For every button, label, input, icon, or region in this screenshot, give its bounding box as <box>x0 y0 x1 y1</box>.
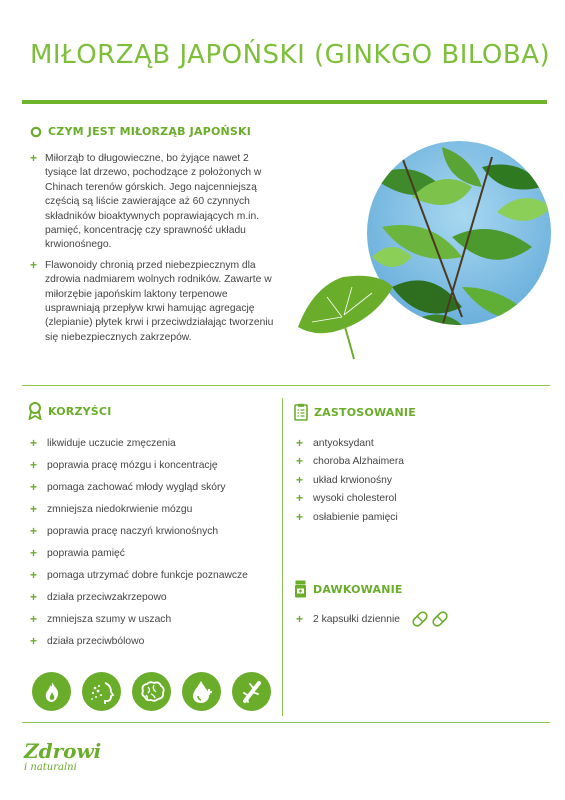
brand-tagline: i naturalni <box>24 762 77 773</box>
award-icon <box>28 402 42 420</box>
list-item: + poprawia pracę naczyń krwionośnych <box>30 523 219 538</box>
list-item: + poprawia pamięć <box>30 545 125 560</box>
title-divider <box>22 100 547 104</box>
plus-icon: + <box>30 501 38 516</box>
list-item: + działa przeciwzakrzepowo <box>30 589 167 604</box>
plus-icon: + <box>296 435 304 450</box>
list-item: + poprawia pracę mózgu i koncentrację <box>30 457 218 472</box>
list-item: + pomaga zachować młody wygląd skóry <box>30 479 226 494</box>
clipboard-list-icon <box>294 403 308 421</box>
list-item: + wysoki cholesterol <box>296 491 397 506</box>
list-item: + osłabienie pamięci <box>296 509 398 524</box>
list-item: + likwiduje uczucie zmęczenia <box>30 435 176 450</box>
dosage-list <box>296 608 546 630</box>
plus-icon: + <box>30 435 38 450</box>
intro-heading-label: CZYM JEST MIŁORZĄB JAPOŃSKI <box>48 125 252 138</box>
plus-icon: + <box>296 491 304 506</box>
uses-list <box>296 434 546 527</box>
benefits-list <box>30 432 278 652</box>
dosage-heading <box>294 580 403 598</box>
ginkgo-leaf-icon <box>298 276 393 359</box>
brand-logo <box>24 740 101 774</box>
plus-icon: + <box>30 589 38 604</box>
plus-icon: + <box>30 457 38 472</box>
plus-icon: + <box>296 472 304 487</box>
pill-bottle-icon <box>294 580 307 598</box>
benefits-heading-label: KORZYŚCI <box>48 404 112 418</box>
intro-paragraph <box>30 259 278 345</box>
list-item: + pomaga utrzymać dobre funkcje poznawcze <box>30 567 248 582</box>
intro-heading <box>30 125 251 138</box>
plus-icon: + <box>30 611 38 626</box>
blood-vessel-icon <box>232 672 271 711</box>
plus-icon: + <box>30 567 38 582</box>
blood-drop-plus-icon <box>182 672 221 711</box>
skin-sparkle-icon <box>82 672 121 711</box>
uses-heading-label: ZASTOSOWANIE <box>314 405 416 419</box>
list-item: + działa przeciwbólowo <box>30 633 145 648</box>
list-item: + zmniejsza szumy w uszach <box>30 611 172 626</box>
capsules-icon <box>410 608 452 630</box>
benefits-heading <box>28 402 111 420</box>
section-divider <box>22 385 550 386</box>
plus-icon: + <box>30 151 38 165</box>
intro-text: Flawonoidy chronią przed niebezpiecznym dla zdrowia nadmiarem wolnych rodników. Zawarte w miłorzębie japońskim laktony terpenowe usprawniają przepływ krwi hamując agregację (zlepianie) płytek krwi i przeciwdziałając tworzeniu się niebezpiecznych zakrzepów. <box>45 259 274 343</box>
plus-icon: + <box>296 454 304 469</box>
list-item: + zmniejsza niedokrwienie mózgu <box>30 501 193 516</box>
page-title: MIŁORZĄB JAPOŃSKI (GINKGO BILOBA) <box>30 40 551 70</box>
flame-icon <box>32 672 71 711</box>
brand-name: Zdrowi <box>24 739 102 763</box>
dosage-heading-label: DAWKOWANIE <box>313 582 403 596</box>
intro-text: Miłorząb to długowieczne, bo żyjące nawet 2 tysiące lat drzewo, pochodzące z położonych w Chinach terenów górskich. Jego najcenniejszą częścią są liście zawierające aż 60 czynnych składników bioaktywnych poprawiających m.in. pamięć, koncentrację czy sprawność układu krwionośnego. <box>45 153 262 251</box>
column-divider <box>282 398 283 716</box>
list-item: + antyoksydant <box>296 435 374 450</box>
plus-icon: + <box>30 257 38 272</box>
brain-icon <box>132 672 171 711</box>
list-item: + układ krwionośny <box>296 472 392 487</box>
list-item: + 2 kapsułki dziennie <box>296 608 546 630</box>
plus-icon: + <box>30 523 38 538</box>
plus-icon: + <box>296 509 304 524</box>
benefit-icons-row <box>32 672 271 711</box>
footer-divider <box>22 722 550 723</box>
plus-icon: + <box>296 611 304 626</box>
intro-list <box>30 152 278 351</box>
list-item: + choroba Alzhaimera <box>296 454 405 469</box>
intro-paragraph <box>30 152 278 253</box>
ginkgo-photo <box>292 117 554 362</box>
plus-icon: + <box>30 633 38 648</box>
leaf-dot-icon <box>30 126 42 138</box>
plus-icon: + <box>30 545 38 560</box>
plus-icon: + <box>30 479 38 494</box>
uses-heading <box>294 403 416 421</box>
